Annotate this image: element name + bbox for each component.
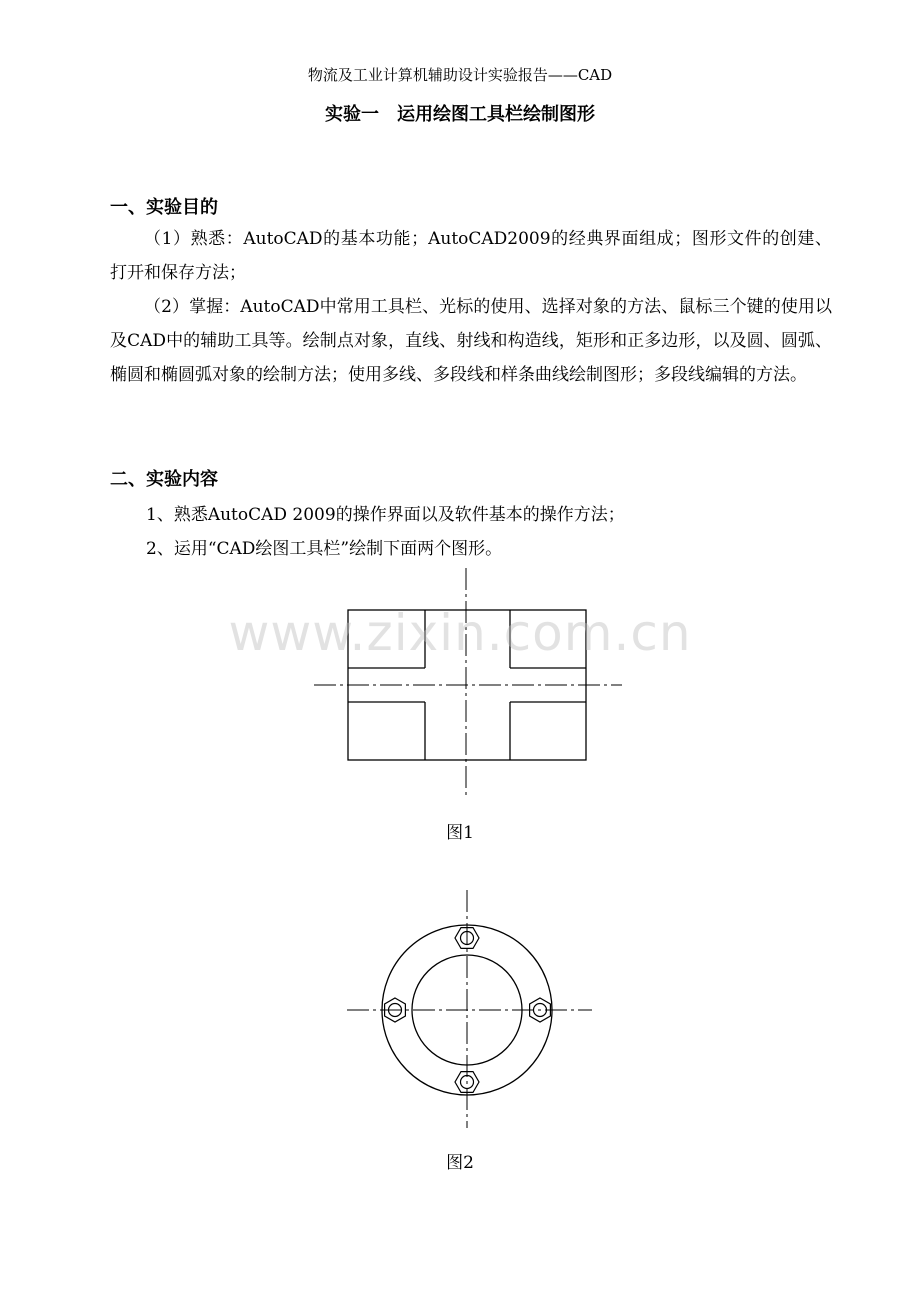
section2-item1: 1、熟悉AutoCAD 2009的操作界面以及软件基本的操作方法； bbox=[146, 505, 625, 525]
section1-para1: （1）熟悉：AutoCAD的基本功能；AutoCAD2009的经典界面组成；图形文件的创建、打开和保存方法； bbox=[110, 229, 832, 283]
section2-item2: 2、运用“CAD绘图工具栏”绘制下面两个图形。 bbox=[146, 539, 503, 559]
section2-heading: 二、实验内容 bbox=[110, 469, 218, 490]
section1-para2: （2）掌握：AutoCAD中常用工具栏、光标的使用、选择对象的方法、鼠标三个键的使用以及CAD中的辅助工具等。绘制点对象，直线、射线和构造线，矩形和正多边形，以及圆、圆弧、椭圆和椭圆弧对象的绘制方法；使用多线、多段线和样条曲线绘制图形；多段线编辑的方法。 bbox=[110, 297, 832, 385]
figure2-caption: 图2 bbox=[446, 1153, 474, 1173]
figure2-drawing bbox=[0, 880, 920, 1130]
page-header: 物流及工业计算机辅助设计实验报告——CAD bbox=[307, 66, 613, 84]
section1-heading: 一、实验目的 bbox=[110, 197, 218, 218]
watermark: www.zixin.com.cn bbox=[228, 604, 692, 662]
page-title: 实验一 运用绘图工具栏绘制图形 bbox=[325, 104, 595, 125]
figure1-drawing bbox=[0, 560, 920, 805]
figure1-caption: 图1 bbox=[446, 823, 474, 843]
